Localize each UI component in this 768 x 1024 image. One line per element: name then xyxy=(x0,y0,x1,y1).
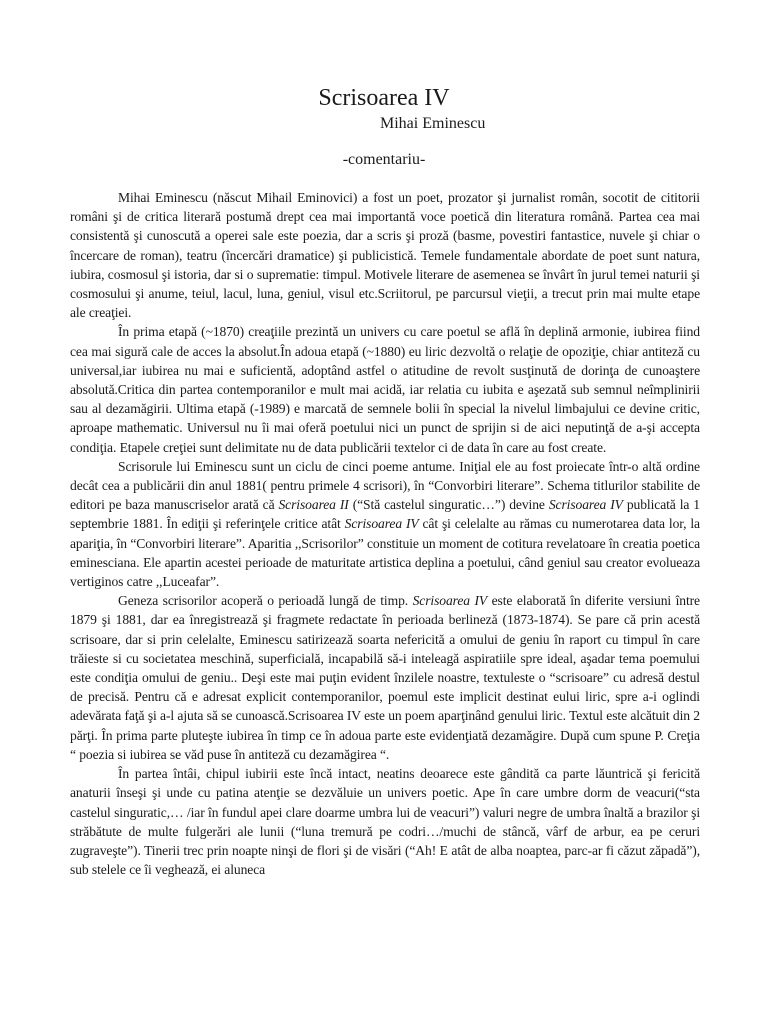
document-body xyxy=(70,188,700,879)
italic-run: Scrisoarea IV xyxy=(344,516,419,532)
text-run: este elaborată în diferite versiuni între 1879 şi 1881, dar ea înregistrează şi fragmete redactate în perioada berlineză (1873-1874). Se pare că prin acestă scrisoare, dar si prin celelalte, Eminescu satirizează soarta nefericită a omului de geniu în raport cu timpul în care trăieste si cu societatea meschină, superficială, incapabilă să-i inteleagă aspiratiile spre ideal, aşadar tema poemului este condiţia omului de geniu.. Deşi este mai puţin evident înzilele noastre, textuleste o “scrisoare” cu adresă destul de precisă. Pentru că e adresat explicit contemporanilor, poemul este implicit destinat eului liric, spre a-i oglindi adevărata faţă şi a-l ajuta să se cunoască.Scrisoarea IV este un poem aparţinând genului liric. Textul este alcătuit din 2 părţi. În prima parte pluteşte iubirea în timp ce în adoua parte este evidenţiată dezamăgire. După cum spune P. Creţia “ poezia si iubirea se văd puse în antiteză cu dezamăgirea “. xyxy=(70,593,700,762)
text-run: Scrisorule lui Eminescu sunt un ciclu de cinci poeme antume. Iniţial ele au fost proiecate într-o altă ordine decât cea a publicării din anul 1881( pentru primele 4 scrisori), în “Convorbiri literare”. Schema titlurilor stabilite de editori pe baza manuscriselor arată că xyxy=(70,458,700,513)
text-run: cât şi celelalte au rămas cu numerotarea data lor, la apariţia, în “Convorbiri literare”. Aparitia ,,Scrisorilor” constituie un moment de cotitura revelatoare în creatia poetica eminesciana. Ele apartin acestei perioade de maturitate artistica deplina a poetului, când geniul sau creator evolueaza vertiginos catre ,,Luceafar”. xyxy=(70,516,700,590)
text-run: Mihai Eminescu (născut Mihail Eminovici) a fost un poet, prozator şi jurnalist român, socotit de cititorii români şi de critica literară postumă drept cea mai importantă voce poetică din literatura română. Partea cea mai consistentă şi cunoscută a operei sale este poezia, dar a scris şi proză (basme, povestiri fantastice, nuvele şi chiar o încercare de roman), teatru (încercări dramatice) şi publicistică. Temele fundamentale abordate de poet sunt natura, iubira, cosmosul şi istoria, dar si o suprematie: timpul. Motivele literare de asemenea se învârt în jurul temei naturii şi cosmosului şi anume, teiul, lacul, luna, geniul, visul etc.Scriitorul, pe parcursul vieţii, a trecut prin mai multe etape ale creaţiei. xyxy=(70,190,700,321)
text-run: (“Stă castelul singuratic…”) devine xyxy=(348,497,549,513)
document-title: Scrisoarea IV xyxy=(318,85,450,111)
italic-run: Scrisoarea IV xyxy=(548,497,623,513)
paragraph xyxy=(70,764,700,879)
text-run: Geneza scrisorilor acoperă o perioadă lungă de timp. xyxy=(118,593,413,609)
text-run: publicată la 1 septembrie 1881. În ediţii şi referinţele critice atât xyxy=(70,497,700,532)
paragraph xyxy=(70,591,700,764)
text-run: În partea întâi, chipul iubirii este încă intact, neatins deoarece este gândită ca parte lăuntrică şi fericită anaturii înseşi şi unde cu patina atenţie se dezvăluie un univers poetic. Ape în care umbre dorm de veacuri(“sta castelul singuratic,… /iar în fundul apei clare doarme umbra lui de veacuri”) valuri negre de umbra înaltă a brazilor şi străbătute de multe fulgerări ale lunii (“luna tremură pe codri…/muchi de stâncă, vârf de arbur, ea pe ceruri zugraveşte”). Tinerii trec prin noapte ninşi de flori şi de visări (“Ah! E atât de alba noaptea, parc-ar fi căzut zăpadă”), sub stelele ce îi veghează, ei aluneca xyxy=(70,766,700,878)
italic-run: Scrisoarea IV xyxy=(412,593,488,609)
text-run: În prima etapă (~1870) creaţiile prezintă un univers cu care poetul se află în deplină armonie, iubirea fiind cea mai sigură cale de acces la absolut.În adoua etapă (~1880) eu liric dezvoltă o relaţie de opoziţie, chiar antiteză cu universal,iar iubirea nu mai e suficientă, adoptând astfel o atitudine de revolt susţinută de dorinţa de cunoaştere absolută.Critica din partea contemporanilor e mult mai acidă, iar relatia cu iubita e aşezată sub semnul neîmplinirii sau al dezamăgirii. Ultima etapă (-1989) e marcată de semnele bolii în special la nivelul limbajului ce devine critic, aproape mathematic. Universul nu îi mai oferă poetului nici un punct de sprijin si de aici neputinţă de a-şi accepta condiţia. Etapele creţiei sunt delimitate nu de data publicării textelor ci de data în care au fost create. xyxy=(70,324,700,455)
document-author: Mihai Eminescu xyxy=(380,115,486,132)
italic-run: Scrisoarea II xyxy=(278,497,349,513)
paragraph xyxy=(70,188,700,322)
document-subtitle: -comentariu- xyxy=(342,151,426,168)
paragraph xyxy=(70,457,700,591)
paragraph xyxy=(70,322,700,456)
